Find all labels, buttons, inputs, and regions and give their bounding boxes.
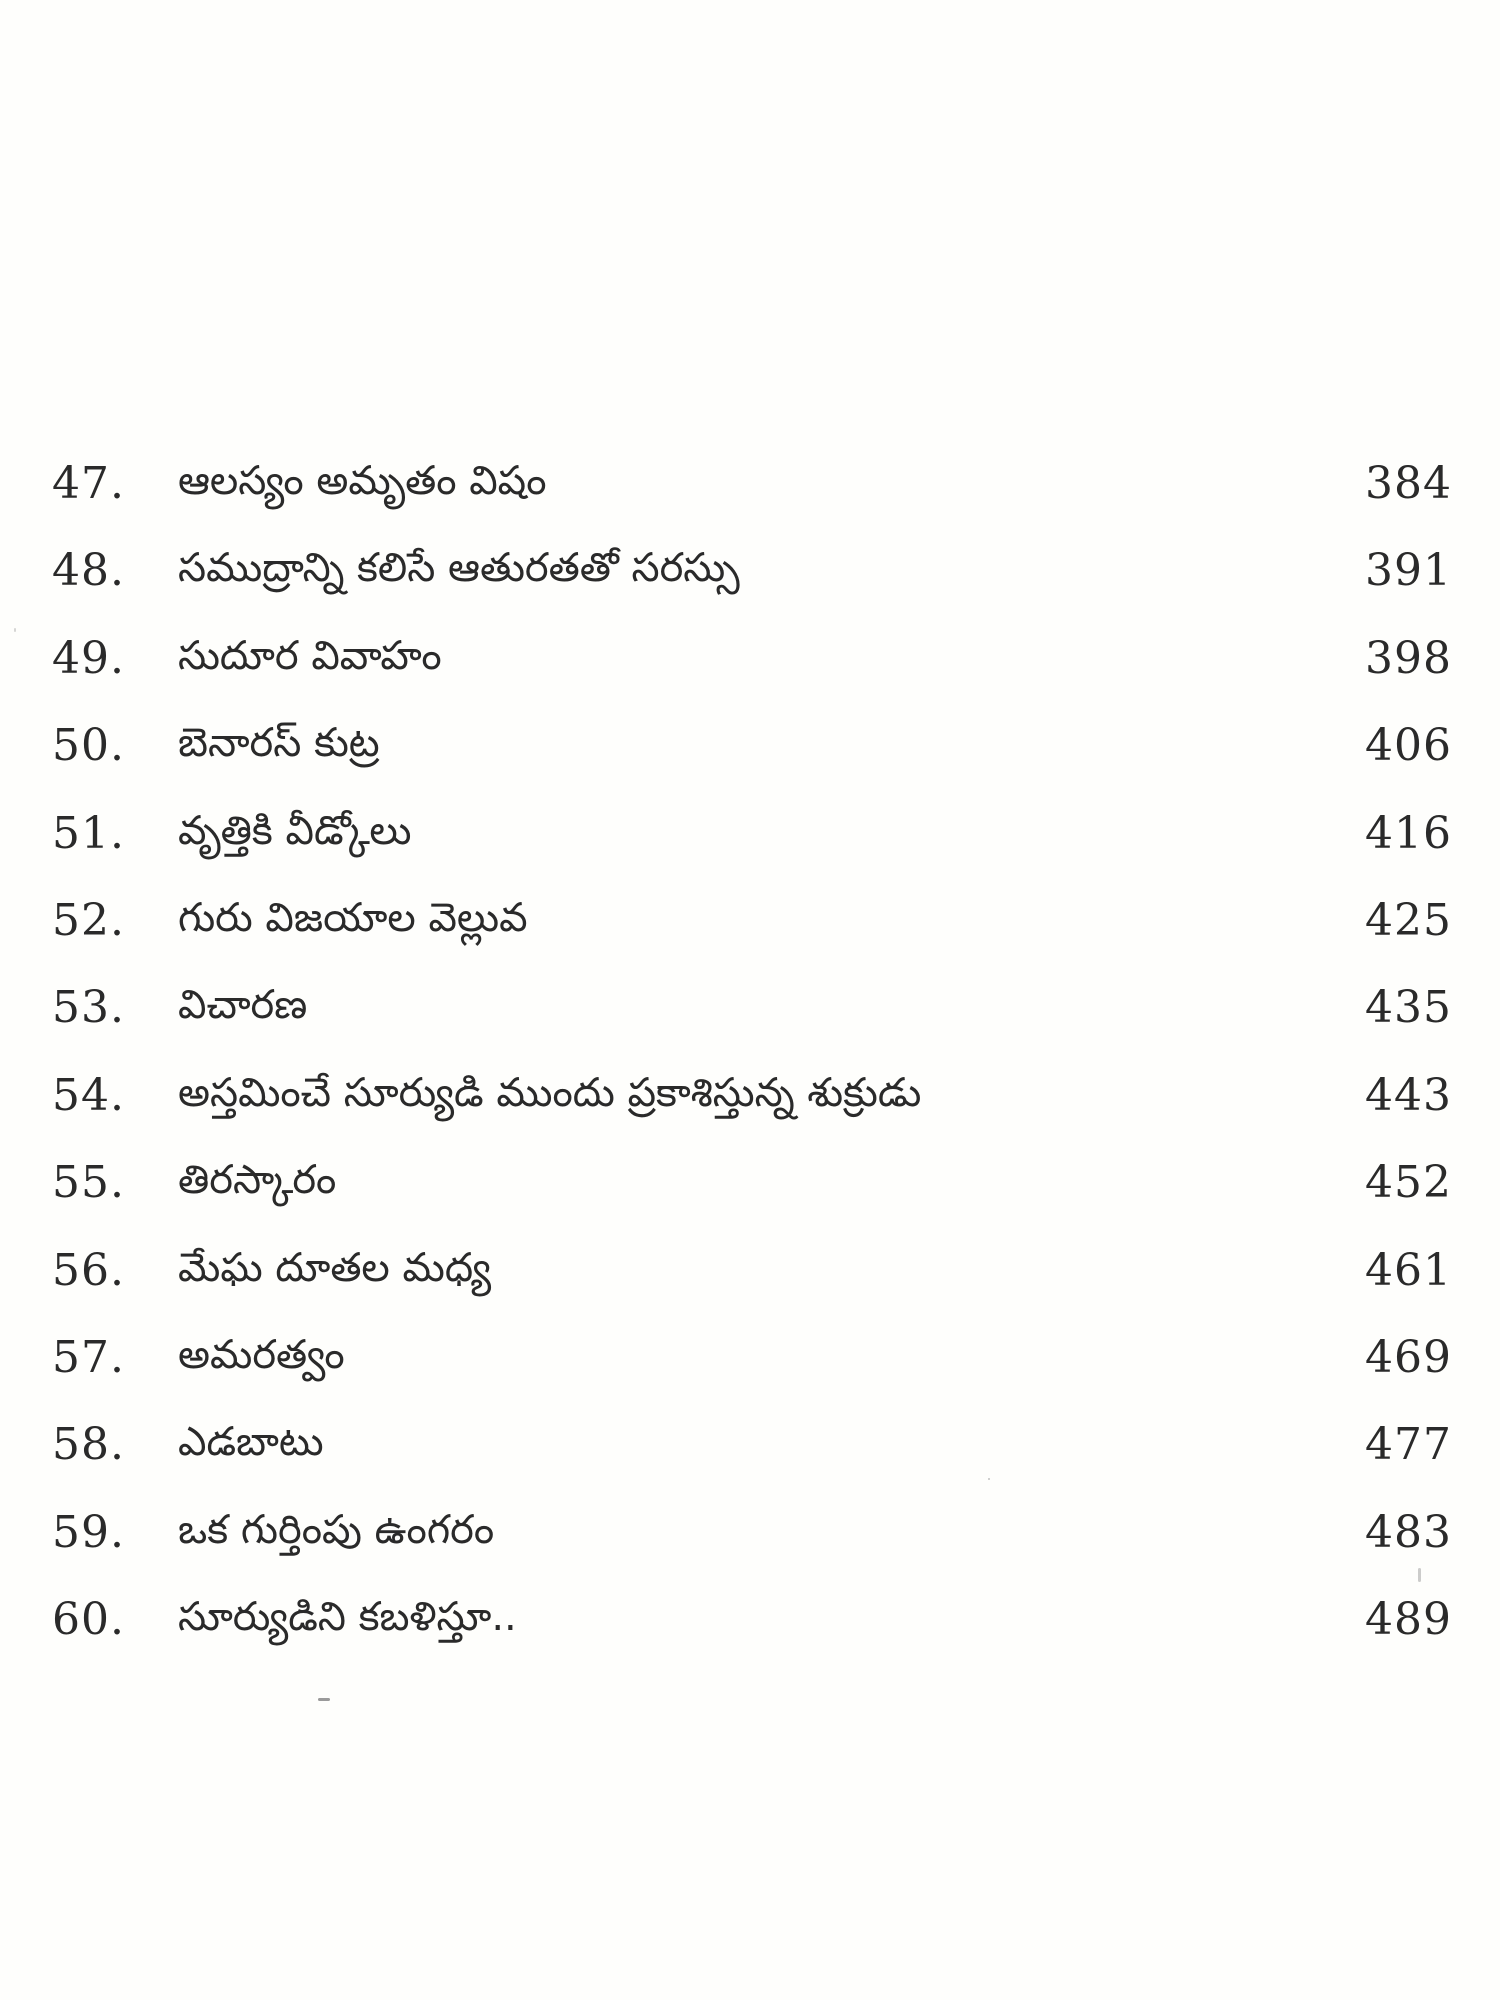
chapter-number: 50. [52, 720, 125, 772]
toc-entry-55 [52, 1143, 1452, 1230]
page-number: 384 [1365, 458, 1452, 509]
chapter-number: 58. [52, 1419, 125, 1471]
chapter-title: బెనారస్ కుట్ర [178, 720, 380, 767]
toc-entry-50 [52, 706, 1452, 793]
page-number: 416 [1365, 807, 1452, 859]
toc-entry-59 [52, 1493, 1452, 1580]
chapter-number: 60. [52, 1594, 125, 1646]
toc-entry-54 [52, 1056, 1452, 1143]
scan-speck [1418, 1568, 1421, 1582]
chapter-title: ఒక గుర్తింపు ఉంగరం [178, 1506, 495, 1553]
page-number: 489 [1365, 1594, 1452, 1646]
page-number: 452 [1365, 1157, 1452, 1209]
chapter-number: 47. [52, 458, 125, 509]
chapter-number: 49. [52, 632, 125, 684]
toc-entry-57 [52, 1318, 1452, 1405]
chapter-number: 52. [52, 894, 125, 946]
page-number: 469 [1365, 1331, 1452, 1383]
toc-entry-47 [52, 444, 1452, 531]
chapter-title: అమరత్వం [178, 1331, 345, 1378]
toc-entry-51 [52, 794, 1452, 881]
toc-entry-60 [52, 1580, 1452, 1667]
chapter-title: ఎడబాటు [178, 1419, 324, 1466]
chapter-number: 53. [52, 982, 125, 1034]
scan-speck [318, 1698, 330, 1701]
chapter-number: 55. [52, 1157, 125, 1209]
page-number: 477 [1365, 1419, 1452, 1471]
chapter-title: విచారణ [178, 982, 308, 1029]
page-number: 391 [1365, 545, 1452, 597]
chapter-number: 51. [52, 807, 125, 859]
chapter-number: 57. [52, 1331, 125, 1383]
scan-speck [988, 1478, 990, 1480]
chapter-number: 48. [52, 545, 125, 597]
page-number: 443 [1365, 1069, 1452, 1121]
chapter-title: సముద్రాన్ని కలిసే ఆతురతతో సరస్సు [178, 545, 740, 592]
chapter-title: వృత్తికి వీడ్కోలు [178, 807, 412, 854]
toc-entry-49 [52, 619, 1452, 706]
toc-entry-58 [52, 1405, 1452, 1492]
chapter-title: అస్తమించే సూర్యుడి ముందు ప్రకాశిస్తున్న శుక్రుడు [178, 1069, 922, 1116]
chapter-number: 56. [52, 1244, 125, 1296]
page-number: 398 [1365, 632, 1452, 684]
page-number: 461 [1365, 1244, 1452, 1296]
chapter-number: 59. [52, 1506, 125, 1558]
chapter-title: ఆలస్యం అమృతం విషం [178, 458, 547, 504]
chapter-title: సూర్యుడిని కబళిస్తూ.. [178, 1594, 517, 1641]
chapter-number: 54. [52, 1069, 125, 1121]
toc-entry-56 [52, 1231, 1452, 1318]
toc-entry-48 [52, 531, 1452, 618]
page-number: 435 [1365, 982, 1452, 1034]
chapter-title: తిరస్కారం [178, 1157, 337, 1204]
chapter-title: సుదూర వివాహం [178, 632, 442, 679]
page-number: 406 [1365, 720, 1452, 772]
toc-entry-52 [52, 881, 1452, 968]
page-number: 425 [1365, 894, 1452, 946]
page-number: 483 [1365, 1506, 1452, 1558]
toc-entry-53 [52, 968, 1452, 1055]
table-of-contents [52, 444, 1452, 1667]
scan-speck [14, 628, 16, 632]
chapter-title: మేఘ దూతల మధ్య [178, 1244, 492, 1291]
chapter-title: గురు విజయాల వెల్లువ [178, 894, 528, 941]
